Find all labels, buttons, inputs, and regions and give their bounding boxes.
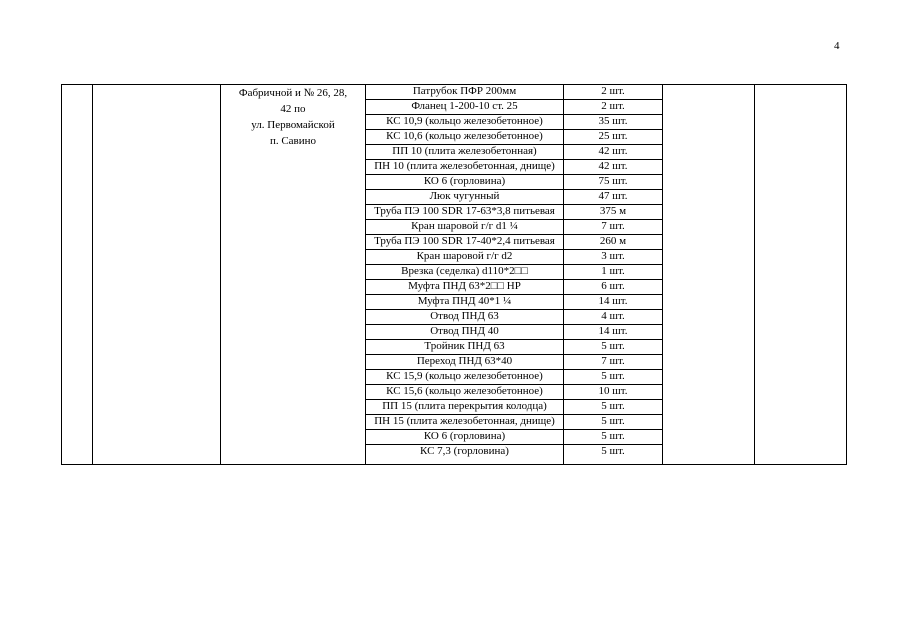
location-line: Фабричной и № 26, 28, [238, 87, 348, 99]
item-quantity: 7 шт. [564, 220, 663, 235]
table-row [62, 85, 847, 100]
item-quantity: 5 шт. [564, 400, 663, 415]
item-quantity: 25 шт. [564, 130, 663, 145]
empty-cell [663, 85, 755, 465]
item-name: ПП 10 (плита железобетонная) [366, 145, 564, 160]
item-quantity: 14 шт. [564, 325, 663, 340]
location-line: 42 по [280, 103, 306, 115]
item-quantity: 260 м [564, 235, 663, 250]
item-name: Фланец 1-200-10 ст. 25 [366, 100, 564, 115]
item-quantity: 2 шт. [564, 85, 663, 100]
item-quantity: 35 шт. [564, 115, 663, 130]
item-name: КС 15,9 (кольцо железобетонное) [366, 370, 564, 385]
item-quantity: 47 шт. [564, 190, 663, 205]
object-cell [93, 85, 221, 465]
location-line: ул. Первомайской [251, 119, 335, 131]
item-name: Врезка (седелка) d110*2□□ [366, 265, 564, 280]
item-name: КО 6 (горловина) [366, 430, 564, 445]
item-name: Кран шаровой г/г d1 ¼ [366, 220, 564, 235]
item-name: Труба ПЭ 100 SDR 17-63*3,8 питьевая [366, 205, 564, 220]
item-name: Муфта ПНД 40*1 ¼ [366, 295, 564, 310]
item-name: ПН 15 (плита железобетонная, днище) [366, 415, 564, 430]
item-name: Отвод ПНД 40 [366, 325, 564, 340]
materials-table [61, 84, 847, 465]
item-name: КС 10,6 (кольцо железобетонное) [366, 130, 564, 145]
item-name: ПП 15 (плита перекрытия колодца) [366, 400, 564, 415]
item-name: Переход ПНД 63*40 [366, 355, 564, 370]
item-name: КС 10,9 (кольцо железобетонное) [366, 115, 564, 130]
item-quantity: 2 шт. [564, 100, 663, 115]
item-name: Отвод ПНД 63 [366, 310, 564, 325]
item-quantity: 14 шт. [564, 295, 663, 310]
item-name: Люк чугунный [366, 190, 564, 205]
item-quantity: 3 шт. [564, 250, 663, 265]
item-quantity: 5 шт. [564, 430, 663, 445]
item-name: Труба ПЭ 100 SDR 17-40*2,4 питьевая [366, 235, 564, 250]
item-quantity: 6 шт. [564, 280, 663, 295]
item-quantity: 5 шт. [564, 370, 663, 385]
item-quantity: 75 шт. [564, 175, 663, 190]
item-name: Муфта ПНД 63*2□□ НР [366, 280, 564, 295]
item-quantity: 4 шт. [564, 310, 663, 325]
item-quantity: 5 шт. [564, 445, 663, 465]
item-quantity: 5 шт. [564, 340, 663, 355]
empty-cell [755, 85, 847, 465]
item-name: КО 6 (горловина) [366, 175, 564, 190]
item-name: ПН 10 (плита железобетонная, днище) [366, 160, 564, 175]
item-name: Кран шаровой г/г d2 [366, 250, 564, 265]
location-cell [221, 85, 366, 465]
item-quantity: 7 шт. [564, 355, 663, 370]
number-cell [62, 85, 93, 465]
item-name: КС 7,3 (горловина) [366, 445, 564, 465]
item-quantity: 5 шт. [564, 415, 663, 430]
item-quantity: 1 шт. [564, 265, 663, 280]
item-name: Патрубок ПФР 200мм [366, 85, 564, 100]
item-quantity: 42 шт. [564, 160, 663, 175]
item-name: Тройник ПНД 63 [366, 340, 564, 355]
item-quantity: 375 м [564, 205, 663, 220]
item-quantity: 42 шт. [564, 145, 663, 160]
item-quantity: 10 шт. [564, 385, 663, 400]
item-name: КС 15,6 (кольцо железобетонное) [366, 385, 564, 400]
location-line: п. Савино [269, 135, 317, 147]
page-number: 4 [834, 40, 840, 52]
